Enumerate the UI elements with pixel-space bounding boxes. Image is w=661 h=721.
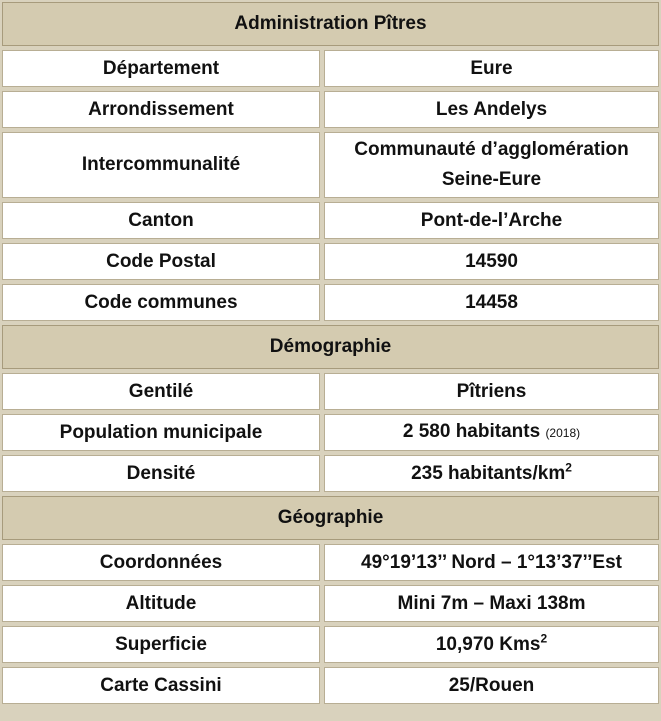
row-label: Densité [2, 455, 320, 492]
section-title-geographie: Géographie [2, 496, 659, 540]
table-row [2, 626, 659, 663]
table-row [2, 414, 659, 451]
table-row [2, 585, 659, 622]
population-value: 2 580 habitants [402, 421, 541, 442]
section-title-administration: Administration Pîtres [2, 2, 659, 46]
row-value [324, 626, 659, 663]
row-value: 25/Rouen [324, 667, 659, 704]
row-label: Arrondissement [2, 91, 320, 128]
row-value: Mini 7m – Maxi 138m [324, 585, 659, 622]
row-label: Intercommunalité [2, 132, 320, 198]
row-value [324, 132, 659, 198]
row-value: 14458 [324, 284, 659, 321]
row-label: Superficie [2, 626, 320, 663]
table-row [2, 202, 659, 239]
table-row [2, 373, 659, 410]
section-title-demographie: Démographie [2, 325, 659, 369]
value-line: Communauté d’agglomération [354, 139, 629, 160]
area-exponent: 2 [540, 631, 548, 646]
value-line: Seine-Eure [441, 169, 542, 190]
table-row [2, 667, 659, 704]
density-exponent: 2 [565, 460, 572, 475]
table-row [2, 544, 659, 581]
row-value: Pont-de-l’Arche [324, 202, 659, 239]
row-label: Code communes [2, 284, 320, 321]
table-row [2, 243, 659, 280]
row-label: Carte Cassini [2, 667, 320, 704]
row-label: Gentilé [2, 373, 320, 410]
table-row [2, 91, 659, 128]
row-value: Pîtriens [324, 373, 659, 410]
area-value: 10,970 Kms [435, 633, 541, 655]
row-value: Eure [324, 50, 659, 87]
row-label: Coordonnées [2, 544, 320, 581]
table-row [2, 50, 659, 87]
row-value: Les Andelys [324, 91, 659, 128]
table-row [2, 284, 659, 321]
row-value [324, 414, 659, 451]
table-row [2, 132, 659, 198]
row-value: 14590 [324, 243, 659, 280]
density-value: 235 habitants/km [411, 462, 566, 484]
row-value: 49°19’13’’ Nord – 1°13’37’’Est [324, 544, 659, 581]
row-label: Canton [2, 202, 320, 239]
row-label: Population municipale [2, 414, 320, 451]
row-label: Code Postal [2, 243, 320, 280]
table-row [2, 455, 659, 492]
row-label: Altitude [2, 585, 320, 622]
row-value [324, 455, 659, 492]
population-year: (2018) [545, 426, 581, 440]
row-label: Département [2, 50, 320, 87]
